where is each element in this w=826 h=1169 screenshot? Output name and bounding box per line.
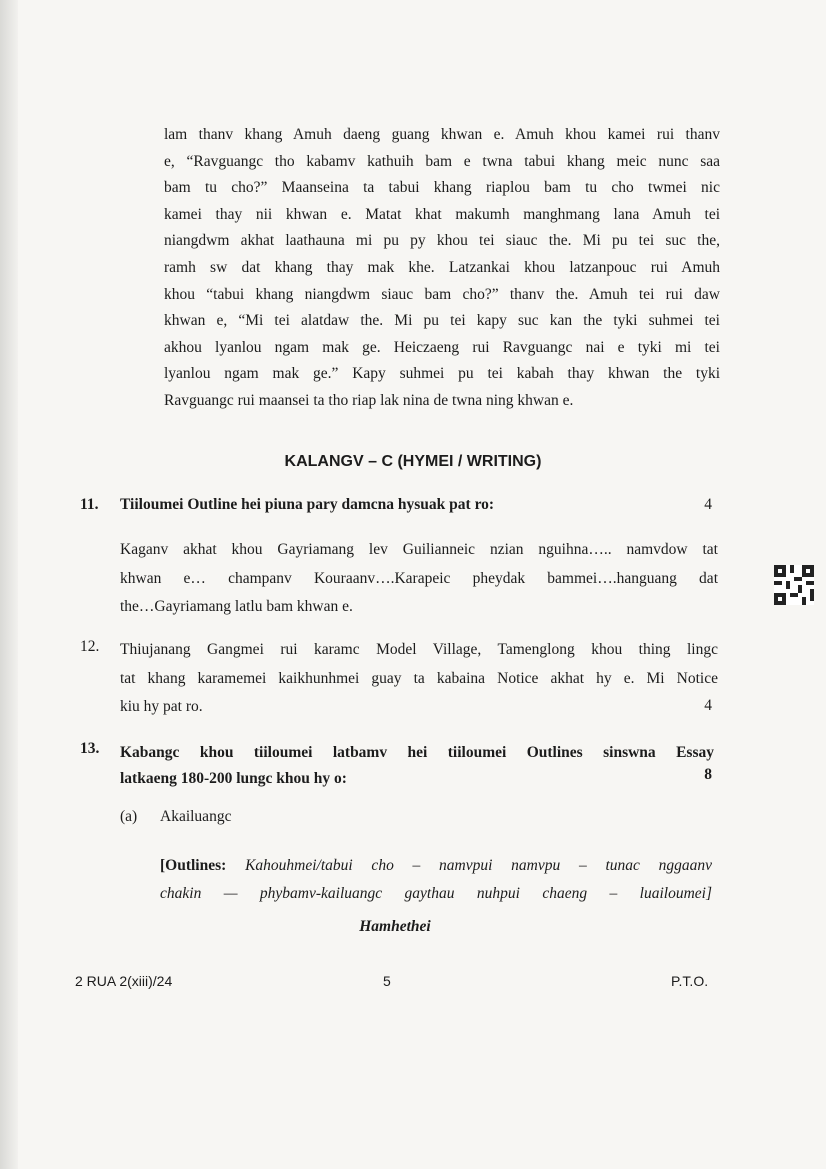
passage-line: ramh sw dat khang thay mak khe. Latzankai khou latzanpouc rui Amuh xyxy=(164,258,720,276)
qr-code-icon xyxy=(774,565,814,605)
section-heading: KALANGV – C (HYMEI / WRITING) xyxy=(284,453,542,470)
question-13-marks: 8 xyxy=(704,766,712,783)
question-line: tat khang karamemei kaikhunhmei guay ta kabaina Notice akhat hy e. Mi Notice xyxy=(120,669,718,687)
outlines-text: Kahouhmei/tabui cho – namvpui namvpu – tunac nggaanv xyxy=(245,857,713,874)
question-12-text xyxy=(120,636,718,722)
page-number: 5 xyxy=(383,973,391,989)
passage-line: khou “tabui khang niangdwm siauc bam cho?” thanv the. Amuh tei rui daw xyxy=(164,285,720,303)
question-line: latkaeng 180-200 lungc khou hy o: xyxy=(120,770,347,787)
passage-line: lam thanv khang Amuh daeng guang khwan e. Amuh khou kamei rui thanv xyxy=(164,126,720,143)
passage-line: akhou lyanlou ngam mak ge. Heiczaeng rui Ravguangc nai e tyki mi tei xyxy=(164,338,720,356)
passage-line: bam tu cho?” Maanseina ta tabui khang riaplou bam tu cho twmei nic xyxy=(164,179,720,197)
question-12-number: 12. xyxy=(80,638,100,655)
passage-line: e, “Ravguangc tho kabamv kathuih bam e twna tabui khang meic nunc saa xyxy=(164,152,720,170)
outlines-line xyxy=(160,880,712,908)
scan-edge-shadow xyxy=(0,0,18,1169)
outline-line: the…Gayriamang latlu bam khwan e. xyxy=(120,598,353,615)
question-11-prompt: Tiiloumei Outline hei piuna pary damcna hysuak pat ro: xyxy=(120,496,495,513)
paper-code: 2 RUA 2(xiii)/24 xyxy=(75,973,173,989)
option-a-label: (a) xyxy=(120,808,138,825)
question-12-marks: 4 xyxy=(704,697,712,714)
option-a-text: Akailuangc xyxy=(160,808,232,825)
outlines-line xyxy=(160,852,712,880)
outline-line: khwan e… champanv Kouraanv….Karapeic pheydak bammei….hanguang dat xyxy=(120,569,718,587)
passage-line: kamei thay nii khwan e. Matat khat makumh manghmang lana Amuh tei xyxy=(164,205,720,223)
question-13-number: 13. xyxy=(80,740,100,757)
essay-outlines xyxy=(160,852,712,908)
question-line: Thiujanang Gangmei rui karamc Model Village, Tamenglong khou thing lingc xyxy=(120,641,718,658)
passage-line: khwan e, “Mi tei alatdaw the. Mi pu tei kapy suc kan the tyki suhmei tei xyxy=(164,312,720,330)
passage-line: niangdwm akhat laathauna mi pu py khou tei siauc the. Mi pu tei suc the, xyxy=(164,232,720,250)
outline-line: Kaganv akhat khou Gayriamang lev Guilianneic nzian nguihna….. namvdow tat xyxy=(120,541,718,558)
question-line: Kabangc khou tiiloumei latbamv hei tiiloumei Outlines sinswna Essay xyxy=(120,744,714,761)
pto-label: P.T.O. xyxy=(671,973,709,989)
hamhethei-note: Hamhethei xyxy=(359,918,431,935)
passage-line: lyanlou ngam mak ge.” Kapy suhmei pu tei kabah thay khwan the tyki xyxy=(164,365,720,383)
outlines-label: [Outlines: xyxy=(160,857,227,874)
question-line: kiu hy pat ro. xyxy=(120,698,203,715)
question-11-marks: 4 xyxy=(704,496,712,513)
question-13-prompt xyxy=(120,740,714,792)
passage-line: Ravguangc rui maansei ta tho riap lak nina de twna ning khwan e. xyxy=(164,391,574,409)
passage-paragraph xyxy=(164,122,720,415)
outlines-text: chakin — phybamv-kailuangc gaythau nuhpui chaeng – luailoumei] xyxy=(160,885,712,902)
question-11-outline xyxy=(120,536,718,622)
question-11-number: 11. xyxy=(80,496,99,513)
